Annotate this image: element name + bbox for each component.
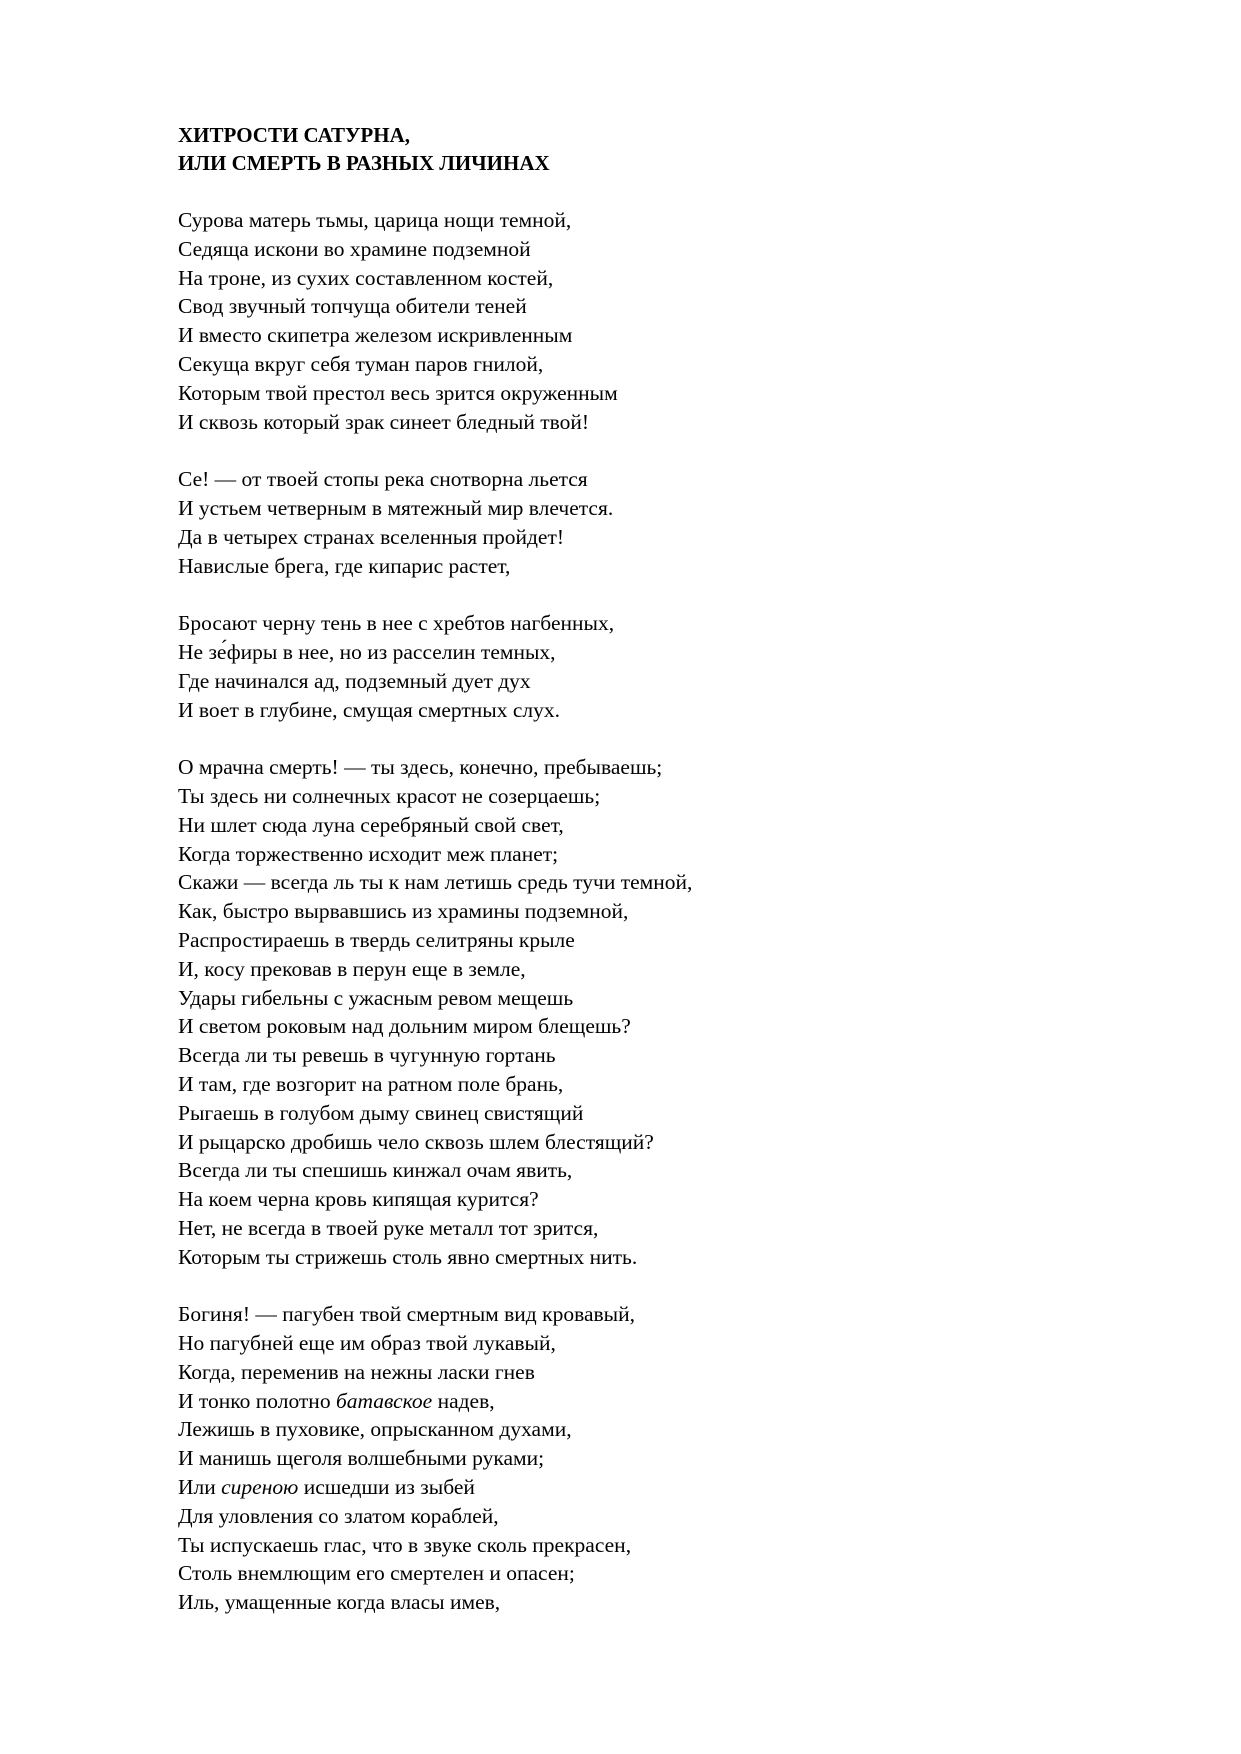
poem-title xyxy=(178,121,550,177)
stanza-4 xyxy=(178,753,1178,1271)
italic-word: сиреною xyxy=(221,1475,299,1500)
verse-text: исшедши из зыбей xyxy=(298,1475,475,1500)
verse-line: Лежишь в пуховике, опрысканном духами, xyxy=(178,1417,572,1442)
verse-line: Да в четырех странах вселенныя пройдет! xyxy=(178,524,565,549)
stanza-1 xyxy=(178,206,1178,436)
verse-line: Распростираешь в твердь селитряны крыле xyxy=(178,927,575,952)
verse-line: Для уловления со златом кораблей, xyxy=(178,1503,499,1528)
verse-line: Где начинался ад, подземный дует дух xyxy=(178,668,531,693)
stanza-2 xyxy=(178,465,1178,580)
verse-line: Бросают черну тень в нее с хребтов нагбенных, xyxy=(178,611,615,636)
stanza-3 xyxy=(178,609,1178,724)
verse-line: Удары гибельны с ужасным ревом мещешь xyxy=(178,985,574,1010)
stanza-5 xyxy=(178,1300,1178,1617)
verse-line: Сурова матерь тьмы, царица нощи темной, xyxy=(178,208,572,232)
verse-line: Навислые брега, где кипарис растет, xyxy=(178,553,511,578)
poem-title-line-2: ИЛИ СМЕРТЬ В РАЗНЫХ ЛИЧИНАХ xyxy=(178,151,550,175)
verse-line: Всегда ли ты ревешь в чугунную гортань xyxy=(178,1043,556,1068)
verse-text: И тонко полотно xyxy=(178,1388,336,1413)
verse-line: О мрачна смерть! — ты здесь, конечно, пребываешь; xyxy=(178,755,663,780)
verse-line: И вместо скипетра железом искривленным xyxy=(178,323,573,348)
verse-line: Когда, переменив на нежны ласки гнев xyxy=(178,1359,535,1384)
verse-line: И манишь щеголя волшебными руками; xyxy=(178,1446,545,1471)
verse-line: Ты здесь ни солнечных красот не созерцаешь; xyxy=(178,783,601,808)
verse-line: Се! — от твоей стопы река снотворна льется xyxy=(178,467,588,492)
verse-text: Или xyxy=(178,1475,222,1500)
verse-line: И рыцарско дробишь чело сквозь шлем блестящий? xyxy=(178,1129,654,1154)
verse-line: Всегда ли ты спешишь кинжал очам явить, xyxy=(178,1158,573,1183)
verse-line: Когда торжественно исходит меж планет; xyxy=(178,841,559,866)
verse-line: На коем черна кровь кипящая курится? xyxy=(178,1187,539,1212)
verse-line-with-italic xyxy=(178,1387,1178,1416)
verse-line: Иль, умащенные когда власы имев, xyxy=(178,1590,501,1615)
verse-line: Богиня! — пагубен твой смертным вид кровавый, xyxy=(178,1302,635,1327)
verse-line: Которым твой престол весь зрится окруженным xyxy=(178,380,618,405)
verse-line: Не зе́фиры в нее, но из расселин темных, xyxy=(178,639,556,664)
verse-line-with-italic xyxy=(178,1473,1178,1502)
verse-line: И там, где возгорит на ратном поле брань, xyxy=(178,1071,564,1096)
verse-line: И сквозь который зрак синеет бледный твой! xyxy=(178,409,590,434)
verse-line: Секуща вкруг себя туман паров гнилой, xyxy=(178,351,544,376)
verse-line: И светом роковым над дольним миром блещешь? xyxy=(178,1014,631,1039)
verse-line: И воет в глубине, смущая смертных слух. xyxy=(178,697,560,722)
poem-body xyxy=(178,206,1178,1646)
poem-title-line-1: ХИТРОСТИ САТУРНА, xyxy=(178,123,410,147)
verse-line: Которым ты стрижешь столь явно смертных нить. xyxy=(178,1244,638,1269)
verse-line: Но пагубней еще им образ твой лукавый, xyxy=(178,1331,556,1356)
verse-line: Столь внемлющим его смертелен и опасен; xyxy=(178,1561,575,1586)
verse-line: На троне, из сухих составленном костей, xyxy=(178,265,554,290)
verse-line: Скажи — всегда ль ты к нам летишь средь тучи темной, xyxy=(178,870,693,895)
verse-line: Ты испускаешь глас, что в звуке сколь прекрасен, xyxy=(178,1532,632,1557)
italic-word: батавское xyxy=(335,1388,433,1413)
verse-line: Рыгаешь в голубом дыму свинец свистящий xyxy=(178,1100,584,1125)
verse-line: Ни шлет сюда луна серебряный свой свет, xyxy=(178,812,564,837)
verse-text: надев, xyxy=(432,1388,495,1413)
verse-line: Нет, не всегда в твоей руке металл тот зрится, xyxy=(178,1215,599,1240)
verse-line: Свод звучный топчуща обители теней xyxy=(178,294,527,319)
verse-line: Седяща искони во храмине подземной xyxy=(178,236,531,261)
verse-line: И, косу прековав в перун еще в земле, xyxy=(178,956,526,981)
verse-line: Как, быстро вырвавшись из храмины подземной, xyxy=(178,899,629,924)
verse-line: И устьем четверным в мятежный мир влечется. xyxy=(178,495,614,520)
